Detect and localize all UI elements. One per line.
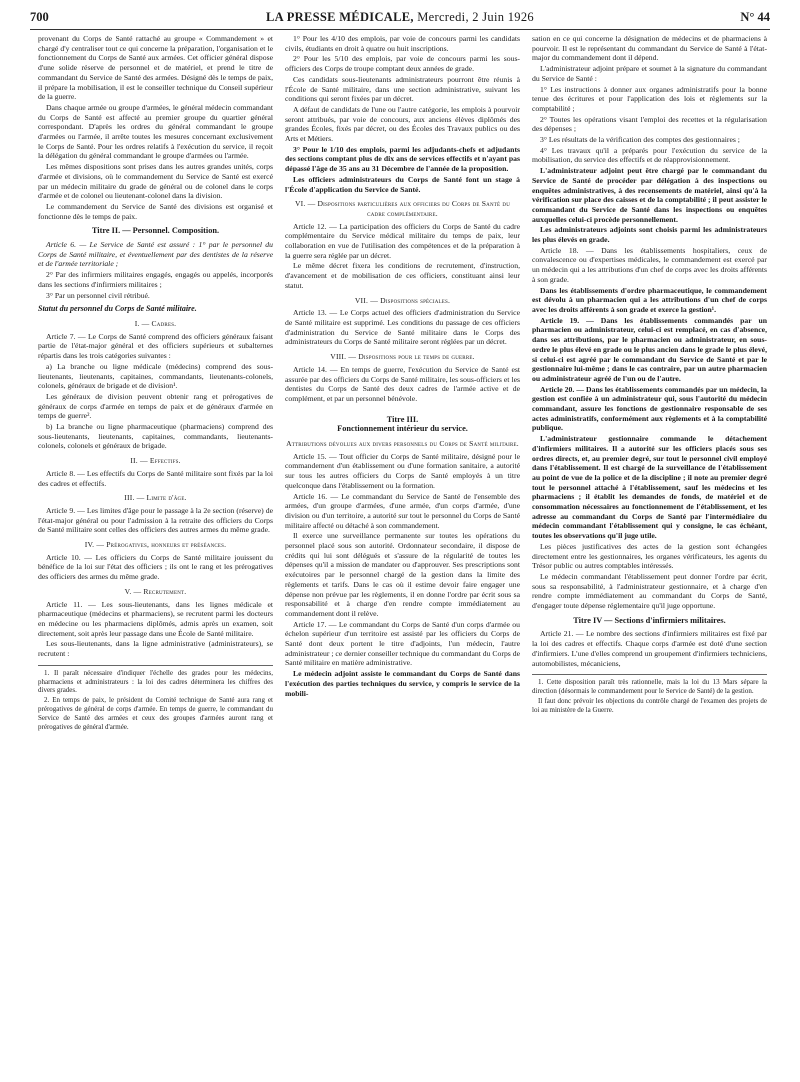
paragraph: Article 16. — Le commandant du Service de Santé de l'ensemble des armées, d'un groupe d'armées, d'une armée, d'un corps d'armée, d'une division ou d'un territoire, a autorité sur tout le personnel du Corps de Santé militaire affecté ou détaché à son commandement.	[285, 491, 520, 530]
paragraph: L'administrateur adjoint prépare et soumet à la signature du commandant du Service de Santé :	[532, 64, 767, 83]
paragraph: sation en ce qui concerne la désignation de médecins et de pharmaciens à pourvoir. Il est le représentant du commandant du Service de Santé à l'état-major du commandement dont il dépend.	[532, 34, 767, 63]
subheading: I. — Cadres.	[134, 318, 177, 328]
paragraph: Le commandement du Service de Santé des divisions est organisé et fonctionne dès le temps de paix.	[38, 201, 273, 221]
journal-title-line	[30, 10, 770, 25]
paragraph: Article 19. — Dans les établissements commandés par un pharmacien ou administrateur, celui-ci est remplacé, en cas d'absence, dans ses attributions, par le pharmacien ou administrateur, en sous-ordre le plus élevé en grade ou le plus ancien dans le grade le plus élevé, si celui-ci est agréé par le commandant du Service de Santé et par le gestionnaire lui-même ; dans le cas contraire, par un autre pharmacien ou administrateur agréé de l'un ou de l'autre.	[532, 315, 767, 383]
paragraph: 2° Pour les 5/10 des emplois, par voie de concours parmi les sous-officiers des Corps de troupe comptant deux années de grade.	[285, 54, 520, 74]
paragraph: Le médecin adjoint assiste le commandant du Corps de Santé dans l'exécution des parties techniques du service, y compris le service de la mobili-	[285, 669, 520, 698]
paragraph: Les administrateurs adjoints sont choisis parmi les administrateurs les plus élevés en grade.	[532, 225, 767, 245]
subheading: II. — Effectifs.	[130, 456, 181, 466]
paragraph: Article 13. — Le Corps actuel des officiers d'administration du Service de Santé militaire est supprimé. Les conditions du passage de ces officiers d'administration du Service de Santé militaire dans le Corps des administrateurs du Corps de Santé militaire seront réglées par un décret.	[285, 308, 520, 347]
paragraph: Les officiers administrateurs du Corps de Santé font un stage à l'École d'application du Service de Santé.	[285, 174, 520, 194]
paragraph: 3° Les résultats de la vérification des comptes des gestionnaires ;	[540, 135, 740, 145]
paragraph: L'administrateur gestionnaire commande le détachement d'infirmiers militaires. Il a autorité sur les officiers placés sous ses ordres directs, et, au premier degré, sur tout le personnel civil employé dans l'établissement. Il est chargé de la surveillance de l'établissement au point de vue de la police et de la discipline ; il note au premier degré tout le personnel attaché à l'établissement, sauf les médecins et les pharmaciens ; il établit les demandes de fonds, de matériel et de consommation nécessaires au fonctionnement de l'établissement, et les adresse au commandant du Corps de Santé par l'intermédiaire du médecin commandant l'établissement qui y consigne, le cas échéant, toutes les observations qu'il juge utile.	[532, 434, 767, 541]
paragraph: Article 12. — La participation des officiers du Corps de Santé du cadre complémentaire du Service médical militaire du temps de paix, leur collaboration en vue de l'utilisation des compétences et de la préparation à la guerre sera réglée par un décret.	[285, 221, 520, 260]
issue-date: Mercredi, 2 Juin 1926	[417, 10, 534, 24]
subheading: III. — Limite d'âge.	[124, 493, 187, 503]
paragraph: Les sous-lieutenants, dans la ligne administrative (administrateurs), se recrutent :	[38, 639, 273, 659]
paragraph: Le même décret fixera les conditions de recrutement, d'instruction, d'avancement et de mobilisation de ces officiers, constituant ainsi leur statut.	[285, 261, 520, 290]
paragraph: Article 8. — Les effectifs du Corps de Santé militaire sont fixés par la loi des cadres et effectifs.	[38, 468, 273, 488]
footnote: Il faut donc prévoir les objections du contrôle chargé de l'examen des projets de loi au ministère de la Guerre.	[532, 696, 767, 714]
paragraph: Les pièces justificatives des actes de la gestion sont échangées directement entre les gestionnaires, les organes vérificateurs, les agents du Trésor public ou autres comptables intéressés.	[532, 541, 767, 571]
section-subtitle: Fonctionnement intérieur du service.	[337, 424, 468, 434]
footnotes	[532, 674, 767, 714]
subheading: V. — Recrutement.	[124, 586, 187, 596]
footnote: 1. Il paraît nécessaire d'indiquer l'échelle des grades pour les médecins, pharmaciens et administrateurs : la loi des cadres déterminera les chiffres des divers grades.	[38, 668, 273, 695]
paragraph: Article 11. — Les sous-lieutenants, dans les lignes médicale et pharmaceutique (médecins et pharmaciens), se recrutent parmi les docteurs en médecine ou les pharmaciens diplômés, admis après un examen, soit directement, soit après leur passage dans une École de Santé militaire.	[38, 599, 273, 638]
column-1	[38, 34, 273, 732]
header-rule	[30, 29, 770, 30]
paragraph: Article 15. — Tout officier du Corps de Santé militaire, désigné pour le commandement d'un établissement ou d'une formation sanitaire, a autorité sur tous les autres officiers du Corps de Santé employés à un titre quelconque dans l'établissement ou la formation.	[285, 451, 520, 490]
paragraph: a) La branche ou ligne médicale (médecins) comprend des sous-lieutenants, lieutenants, capitaines, commandants, lieutenants-colonels, colonels, généraux de brigade et de division¹.	[38, 361, 273, 391]
section-title: Titre III.	[386, 414, 419, 424]
paragraph: 3° Par un personnel civil rétribué.	[46, 290, 150, 300]
column-2	[285, 34, 520, 699]
paragraph: 1° Les instructions à donner aux organes administratifs pour la bonne tenue des écritures et pour l'application des lois et règlements sur la comptabilité ;	[532, 84, 767, 113]
paragraph: Les généraux de division peuvent obtenir rang et prérogatives de généraux de corps d'armée en temps de paix et de généraux d'armée en temps de guerre².	[38, 391, 273, 421]
paragraph: 4° Les travaux qu'il a préparés pour l'exécution du service de la mobilisation, du service des effectifs et de réapprovisionnement.	[532, 145, 767, 165]
issue-number: N° 44	[740, 10, 770, 24]
subheading: VI. — Dispositions particulières aux officiers du Corps de Santé du cadre complémentaire.	[294, 199, 511, 218]
paragraph: 2° Par des infirmiers militaires engagés, engagés ou appelés, incorporés dans les sections d'infirmiers militaires ;	[38, 270, 273, 289]
paragraph: provenant du Corps de Santé rattaché au groupe « Commandement » et chargé d'y centraliser tout ce qui concerne la préparation, l'organisation et le fonctionnement du Corps de Santé aux armées. Cet officier général dispose d'une solide réserve de personnel et de matériel, et prend le titre de commandant du Service de Santé des armées. Désigné dès le temps de paix, il prépare la mobilisation, il est le conseiller technique du Conseil supérieur de la guerre.	[38, 34, 273, 102]
paragraph: Article 9. — Les limites d'âge pour le passage à la 2e section (réserve) de l'état-major général ou pour l'admission à la retraite des officiers du Corps de Santé militaire sont celles des officiers des autres armes du même grade.	[38, 505, 273, 535]
paragraph: L'administrateur adjoint peut être chargé par le commandant du Service de Santé de procéder par délégation à des inspections ou enquêtes administratives, à des recensements de matériel, ainsi qu'à la vérification sur place des caisses et de la comptabilité ; il peut assister le commandant du Service de Santé dans les inspections ou enquêtes auxquelles celui-ci procède personnellement.	[532, 166, 767, 224]
paragraph: b) La branche ou ligne pharmaceutique (pharmaciens) comprend des sous-lieutenants, lieutenants, capitaines, commandants, lieutenants-colonels, colonels et généraux de brigade.	[38, 422, 273, 451]
paragraph: A défaut de candidats de l'une ou l'autre catégorie, les emplois à pourvoir seront attribués, par voie de concours, aux anciens élèves diplômés des grandes Écoles, fixés par décret, ou des Écoles des Travaux publics ou des Arts et Métiers.	[285, 104, 520, 144]
section-title: Titre IV — Sections d'infirmiers militaires.	[573, 615, 726, 625]
section-title: Titre II. — Personnel. Composition.	[91, 226, 220, 236]
journal-name: LA PRESSE MÉDICALE,	[266, 10, 414, 24]
subsection-title: Statut du personnel du Corps de Santé militaire.	[38, 304, 197, 314]
paragraph: Article 18. — Dans les établissements hospitaliers, ceux de convalescence ou d'expertises médicales, le commandement est exercé par un médecin qui a les attributions d'un chef de corps avec les droits afférents à son grade.	[532, 245, 767, 284]
paragraph: 1° Pour les 4/10 des emplois, par voie de concours parmi les candidats civils, étudiants en droit à quatre ou huit inscriptions.	[285, 34, 520, 53]
column-3	[532, 34, 767, 715]
footnote: 1. Cette disposition paraît très rationnelle, mais la loi du 13 Mars sépare la direction (désormais le commandement pour le Service de Santé) de la gestion.	[532, 678, 767, 696]
paragraph: Dans les établissements d'ordre pharmaceutique, le commandement est dévolu à un pharmacien qui a les attributions d'un chef de corps avec les droits afférents à son grade et exerce la gestion¹.	[532, 285, 767, 314]
paragraph: Les mêmes dispositions sont prises dans les autres grandes unités, corps d'armée et divisions, où le commandement du Service de Santé est exercé par un médecin militaire du grade de général ou de colonel dans le corps d'armée et de colonel ou lieutenant-colonel dans la division.	[38, 162, 273, 201]
page-header	[30, 10, 770, 28]
paragraph: 2° Toutes les opérations visant l'emploi des recettes et la régularisation des dépenses ;	[532, 114, 767, 134]
footnote: 2. En temps de paix, le président du Comité technique de Santé aura rang et prérogatives de général de corps d'armée. En temps de guerre, le commandant du Service de Santé des armées et ceux des groupes d'armées auront rang et prérogatives de général d'armée.	[38, 696, 273, 731]
subheading: VII. — Dispositions spéciales.	[354, 295, 451, 305]
paragraph: 3° Pour le 1/10 des emplois, parmi les adjudants-chefs et adjudants des sections comptant plus de dix ans de services effectifs et n'ayant pas dépassé l'âge de 35 ans au 31 Décembre de l'année de la proposition.	[285, 144, 520, 174]
paragraph: Article 14. — En temps de guerre, l'exécution du Service de Santé est assurée par des officiers du Corps de Santé militaire, les sous-officiers et les dentistes du Corps de Santé des deux cadres de l'armée active et de complément, et par un personnel bénévole.	[285, 364, 520, 403]
paragraph: Article 17. — Le commandant du Corps de Santé d'un corps d'armée ou échelon supérieur d'un territoire est assisté par les officiers du Corps de Santé dont deux portent le titre d'adjoints, l'un médecin, l'autre administrateur ; ce dernier conseiller technique du commandant du Corps de Santé militaire en matière administrative.	[285, 619, 520, 668]
footnotes	[38, 665, 273, 732]
paragraph: Article 21. — Le nombre des sections d'infirmiers militaires est fixé par la loi des cadres et effectifs. Chaque corps d'armée est doté d'une section d'infirmiers. L'une d'elles comprend un groupement d'infirmiers techniciens, automobilistes, mécaniciens,	[532, 629, 767, 668]
paragraph: Article 10. — Les officiers du Corps de Santé militaire jouissent du bénéfice de la loi sur l'état des officiers ; ils ont le rang et les prérogatives des officiers des armes du même grade.	[38, 552, 273, 582]
paragraph: Il exerce une surveillance permanente sur toutes les opérations du personnel placé sous son autorité. Ordonnateur secondaire, il dispose de crédits qui lui sont délégués et s'assure de la régularité de toutes les dépenses qu'il a mission de mandater ou d'approuver. Ses prescriptions sont exécutoires par le personnel chargé de la gestion dans la limite des règlements et tarifs. Dans le cas où il estime devoir faire engager une dépense non prévue par les règlements, il en donne l'ordre par écrit sous sa responsabilité et à charge d'en rendre compte immédiatement au commandement dont il relève.	[285, 531, 520, 618]
subheading: IV. — Prérogatives, honneurs et préséances.	[84, 540, 227, 550]
paragraph: Article 7. — Le Corps de Santé comprend des officiers généraux faisant partie de l'état-major général et des officiers supérieurs et subalternes répartis dans les trois catégories suivantes :	[38, 331, 273, 361]
paragraph: Dans chaque armée ou groupe d'armées, le général médecin commandant du Corps de Santé est affecté au premier groupe du quartier général correspondant. D'après les ordres du général commandant le groupe d'armées ou l'armée, il arrête toutes les mesures concernant exclusivement le Corps de Santé. Pour les ordres relatifs à l'exécution du service, il reçoit la délégation du général commandant le groupe d'armées ou l'armée.	[38, 102, 273, 161]
subheading: Attributions dévolues aux divers personnels du Corps de Santé militaire.	[286, 439, 519, 449]
paragraph: Article 20. — Dans les établissements commandés par un médecin, la gestion est confiée à un administrateur qui, sous l'autorité du médecin commandant, assure les fonctions de gestionnaire responsable de ses actes administratifs, conformément aux règlements et à la comptabilité publique.	[532, 384, 767, 433]
paragraph: Ces candidats sous-lieutenants administrateurs pourront être réunis à l'École de Santé militaire, dans une section administrative, suivant les conditions qui seront fixées par un décret.	[285, 74, 520, 104]
subheading: VIII. — Dispositions pour le temps de guerre.	[330, 352, 475, 362]
paragraph: Le médecin commandant l'établissement peut donner l'ordre par écrit, sous sa responsabilité, à l'administrateur gestionnaire, et à charge d'en rendre compte immédiatement au commandant du Corps de Santé, d'engager toute dépense réglementaire qu'il juge opportune.	[532, 571, 767, 611]
paragraph: Article 6. — Le Service de Santé est assuré : 1° par le personnel du Corps de Santé militaire, et éventuellement par des dentistes de la réserve et de l'armée territoriale ;	[38, 240, 273, 269]
page-number: 700	[30, 10, 49, 24]
